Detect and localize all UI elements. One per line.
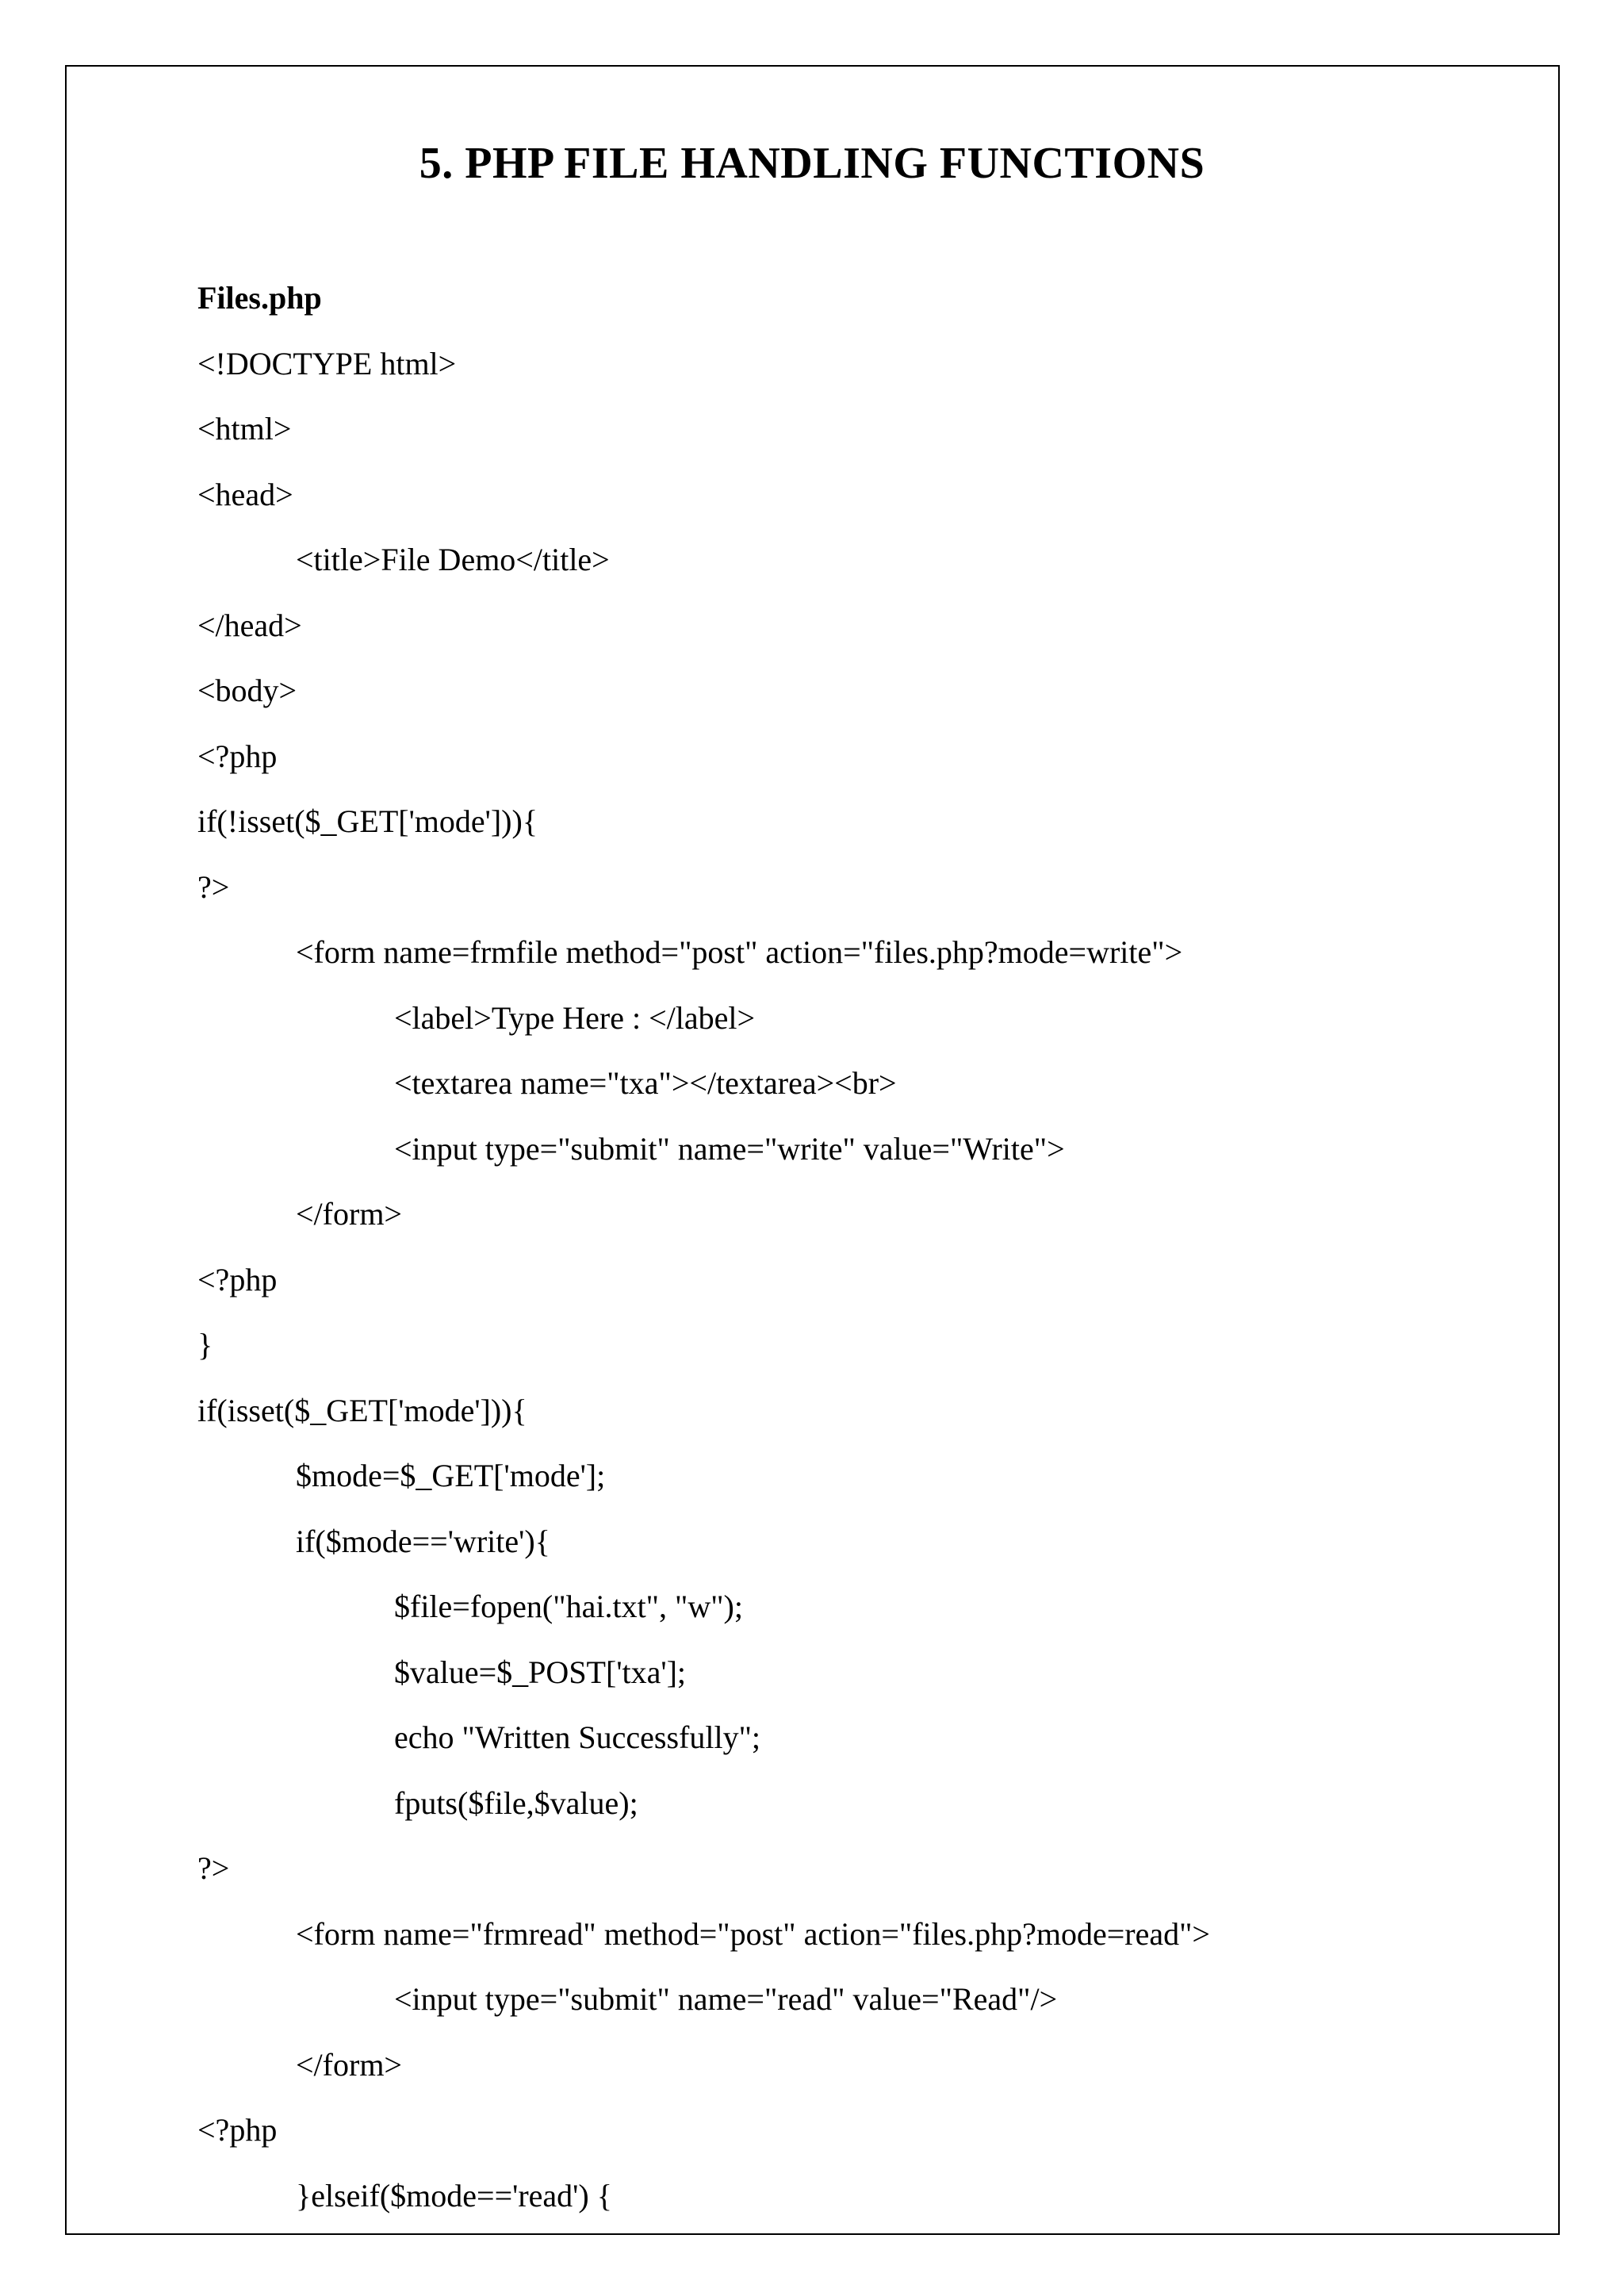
- code-line: <?php: [197, 1261, 278, 1297]
- code-line: ?>: [197, 1850, 230, 1886]
- code-line: if($mode=='write'){: [296, 1523, 550, 1559]
- code-line: $file=fopen("hai.txt", "w");: [394, 1589, 743, 1624]
- code-line: <title>File Demo</title>: [296, 542, 610, 577]
- code-line: fputs($file,$value);: [394, 1784, 638, 1821]
- code-line: <head>: [197, 476, 293, 512]
- code-line: $value=$_POST['txa'];: [394, 1654, 687, 1690]
- code-line: $mode=$_GET['mode'];: [296, 1458, 606, 1493]
- file-name-heading: Files.php: [197, 280, 322, 316]
- code-line: <?php: [197, 2112, 278, 2148]
- code-line: </form>: [296, 2046, 402, 2083]
- code-line: <?php: [197, 738, 278, 774]
- code-listing: [197, 266, 1530, 2229]
- code-line: if(isset($_GET['mode'])){: [197, 1392, 527, 1428]
- code-line: ?>: [197, 868, 230, 905]
- code-line: <textarea name="txa"></textarea><br>: [394, 1065, 897, 1101]
- code-line: <form name="frmread" method="post" action="files.php?mode=read">: [296, 1915, 1210, 1952]
- code-line: }: [197, 1327, 213, 1363]
- code-line: </head>: [197, 607, 302, 643]
- code-line: if(!isset($_GET['mode'])){: [197, 803, 538, 839]
- code-line: <!DOCTYPE html>: [197, 345, 457, 381]
- code-line: </form>: [296, 1196, 402, 1232]
- code-line: <body>: [197, 673, 297, 708]
- code-line: <html>: [197, 411, 292, 447]
- code-line: echo "Written Successfully";: [394, 1719, 761, 1755]
- code-line: <input type="submit" name="write" value="Write">: [394, 1130, 1065, 1167]
- code-line: <label>Type Here : </label>: [394, 999, 756, 1036]
- code-line: }elseif($mode=='read') {: [296, 2177, 612, 2214]
- code-line: <input type="submit" name="read" value="Read"/>: [394, 1981, 1058, 2017]
- page-title: 5. PHP FILE HANDLING FUNCTIONS: [419, 139, 1205, 188]
- code-line: <form name=frmfile method="post" action="files.php?mode=write">: [296, 934, 1183, 970]
